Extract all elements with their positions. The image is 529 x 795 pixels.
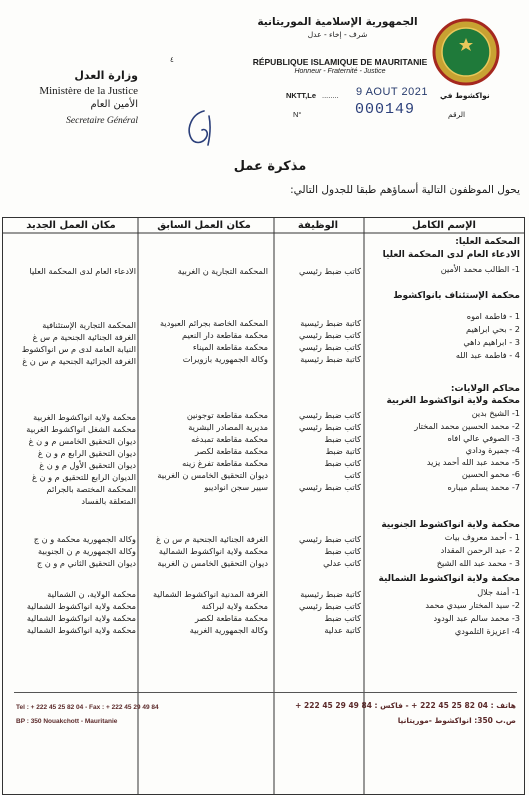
row-name: 6- محمو الحسين <box>461 469 520 479</box>
row-name: 1- أمنة جلال <box>477 587 520 597</box>
row-new: الغرفة الجنائية الجنحية م س غ <box>32 332 136 342</box>
row-prev: ديوان التحقيق الخامس ن الغربية <box>157 558 268 568</box>
row-prev: المحكمة الخاصة بجرائم العبودية <box>160 318 268 328</box>
row-new: وكالة الجمهورية م ن الجنوبية <box>37 546 136 556</box>
row-new: وكالة الجمهورية محكمة و ن ج <box>33 534 136 544</box>
row-name: 4 - فاطمة عبد الله <box>455 350 520 360</box>
row-new: الادعاء العام لدى المحكمة العليا <box>29 266 136 276</box>
small-page-mark: ٤ <box>170 56 174 64</box>
row-name: 4- اعزيزة التلمودي <box>454 626 520 636</box>
document-title: مذكرة عمل <box>233 159 307 174</box>
row-prev: محكمة مقاطعة دار النعيم <box>182 330 268 340</box>
intro-text: يحول الموظفون التالية أسماؤهم طبقا للجدول التالي: <box>290 184 520 196</box>
row-name: 1- الشيخ بدين <box>471 408 520 418</box>
row-job: كاتب ضبط رئيسي <box>299 266 361 276</box>
row-new: ديوان التحقيق الأول م و ن غ <box>39 460 136 470</box>
row-name: 3 - ابراهيم داهي <box>463 337 520 347</box>
section-supreme-court: المحكمة العليا: <box>455 237 520 247</box>
row-job: كاتب ضبط رئيسي <box>299 534 361 544</box>
row-prev: الغرفة المدنية انواكشوط الشمالية <box>152 589 268 599</box>
row-new: محكمة ولاية انواكشوط الشمالية <box>26 601 136 611</box>
row-new: ديوان التحقيق الرابع م و ن غ <box>37 448 136 458</box>
row-new: محكمة ولاية انواكشوط الغربية <box>33 412 136 422</box>
row-job: كاتب ضبط رئيسي <box>299 410 361 420</box>
row-job: كاتب ضبط <box>324 613 361 623</box>
row-prev: وكالة الجمهورية الغربية <box>189 625 268 635</box>
row-job: كاتب ضبط رئيسي <box>299 601 361 611</box>
row-prev: الغرفة الجنائية الجنحية م س ن غ <box>156 534 268 544</box>
row-name: 1- الطالب محمد الأمين <box>440 264 520 274</box>
row-prev: محكمة مقاطعة لكصر <box>194 446 268 456</box>
row-job: كاتب <box>344 470 361 480</box>
row-prev: وكالة الجمهورية بازويرات <box>182 354 268 364</box>
row-job: كاتبة ضبط رئيسية <box>300 354 361 364</box>
row-new: محكمة الولاية، ن الشمالية <box>47 589 136 599</box>
row-name: 1 - أحمد معروف بيات <box>444 532 520 542</box>
footer-address-french: BP : 350 Nouakchott - Mauritanie <box>16 718 118 725</box>
footer-contact-arabic: هاتف : 04 82 25 45 222 + - فاكس : 84 49 29 45 222 + <box>295 701 516 710</box>
row-prev: محكمة مقاطعة تفرغ زينه <box>182 458 268 468</box>
row-name: 2 - بحي ابراهيم <box>466 324 520 334</box>
date-stamp: 9 AOUT 2021 <box>356 86 428 98</box>
republic-seal-emblem <box>432 18 500 86</box>
row-new: الغرفة الجزائية الجنحية م س ن غ <box>22 356 136 366</box>
row-name: 2- سيد المختار سيدي محمد <box>425 600 520 610</box>
ministry-name-french: Ministère de la Justice <box>39 85 138 97</box>
row-name: 5- محمد عبد الله أحمد يزيد <box>426 457 520 467</box>
row-name: 3 - محمد عبد الله الشيخ <box>436 558 520 568</box>
row-name: 2- محمد الحسين محمد المختار <box>414 421 520 431</box>
row-name: 3- محمد سالم عبد الودود <box>433 613 520 623</box>
row-job: كاتب ضبط رئيسي <box>299 342 361 352</box>
col-header-job: الوظيفة <box>297 220 339 231</box>
row-new: النيابة العامة لدى م س انواكشوط <box>21 344 136 354</box>
col-header-name: الإسم الكامل <box>412 220 476 231</box>
signature-mark <box>182 108 222 148</box>
footer-address-arabic: ص.ب 350: انواكشوط -موريتانيا <box>397 716 516 725</box>
row-new: محكمة ولاية انواكشوط الشمالية <box>26 625 136 635</box>
row-prev: محكمة ولاية لبراكنة <box>201 601 268 611</box>
footer-contact-french: Tel : + 222 45 25 82 04 - Fax : + 222 45 29 49 84 <box>16 704 159 711</box>
reference-label-arabic: الرقم <box>448 110 466 119</box>
row-job: كاتبة ضبط رئيسية <box>300 589 361 599</box>
section-state-courts: محاكم الولايات: <box>450 384 520 394</box>
republic-title-arabic: الجمهورية الإسلامية الموريتانية <box>257 16 418 28</box>
section-north-court: محكمة ولاية انواكشوط الشمالية <box>378 574 520 584</box>
row-new: ديوان التحقيق الخامس م و ن غ <box>28 436 136 446</box>
row-prev: محكمة مقاطعة لكصر <box>194 613 268 623</box>
section-prosecution-supreme: الادعاء العام لدى المحكمة العليا <box>382 250 520 260</box>
row-job: كاتب عدلي <box>323 558 361 568</box>
row-prev: محكمة مقاطعة تمبدغه <box>191 434 268 444</box>
row-job: كاتب ضبط <box>324 434 361 444</box>
row-name: 7- محمد يسلم ميباره <box>447 482 520 492</box>
secretary-general-french: Secretaire Général <box>66 116 138 126</box>
reference-label-french: N° <box>293 110 302 119</box>
place-date-dots: ........ <box>322 91 339 100</box>
row-new: المحكمة المختصة بالجرائم <box>46 484 136 494</box>
section-west-court: محكمة ولاية انواكشوط الغربية <box>386 396 520 406</box>
secretary-general-arabic: الأمين العام <box>90 99 138 110</box>
row-prev: محكمة ولاية انواكشوط الشمالية <box>158 546 268 556</box>
place-date-label-arabic: نواكشوط في <box>440 91 490 100</box>
section-appeal-court: محكمة الإستئناف بانواكشوط <box>393 291 520 301</box>
row-job: كاتب ضبط <box>324 546 361 556</box>
row-job: كاتب ضبط <box>324 458 361 468</box>
footer-divider <box>14 692 517 693</box>
row-prev: محكمة مقاطعة توجونين <box>186 410 268 420</box>
row-name: 1 - فاطمة اموه <box>466 311 520 321</box>
row-new: محكمة ولاية انواكشوط الشمالية <box>26 613 136 623</box>
row-job: كاتب ضبط رئيسي <box>299 422 361 432</box>
row-job: كاتبة عدلية <box>324 625 361 635</box>
row-prev: المحكمة التجارية ن الغربية <box>177 266 268 276</box>
place-date-label-french: NKTT,Le <box>286 91 316 100</box>
row-prev: ديوان التحقيق الخامس ن الغربية <box>157 470 268 480</box>
republic-motto-french: Honneur - Fraternité - Justice <box>294 68 386 75</box>
row-prev: مديرية المصادر البشرية <box>188 422 268 432</box>
row-name: 2 - عبد الرحمن المقداد <box>440 545 520 555</box>
reference-number-stamp: 000149 <box>355 101 416 118</box>
row-job: كاتب ضبط رئيسي <box>299 330 361 340</box>
row-job: كاتب ضبط رئيسي <box>299 482 361 492</box>
row-new: محكمة الشغل انواكشوط الغربية <box>26 424 136 434</box>
row-new: ديوان التحقيق الثاني م و ن ج <box>36 558 136 568</box>
row-prev: سيير سجن انواديبو <box>204 482 268 492</box>
row-new: المتعلقة بالفساد <box>81 496 136 506</box>
row-new: المحكمة التجارية الإستئنافية <box>42 320 136 330</box>
row-job: كاتبة ضبط رئيسية <box>300 318 361 328</box>
row-prev: محكمة مقاطعة الميناء <box>192 342 268 352</box>
republic-title-french: RÉPUBLIQUE ISLAMIQUE DE MAURITANIE <box>252 57 428 67</box>
ministry-name-arabic: وزارة العدل <box>74 69 138 82</box>
republic-motto-arabic: شرف - إخاء - عدل <box>307 30 368 39</box>
section-south-court: محكمة ولاية انواكشوط الجنوبية <box>381 520 520 530</box>
row-new: الديوان الرابع للتحقيق م و ن غ <box>32 472 136 482</box>
row-name: 4- جميرة ودادي <box>465 445 520 455</box>
col-header-new: مكان العمل الجديد <box>26 220 116 231</box>
row-job: كاتبة ضبط <box>325 446 361 456</box>
col-header-prev: مكان العمل السابق <box>157 220 251 231</box>
row-name: 3- الصوفي عالي افاه <box>447 433 520 443</box>
